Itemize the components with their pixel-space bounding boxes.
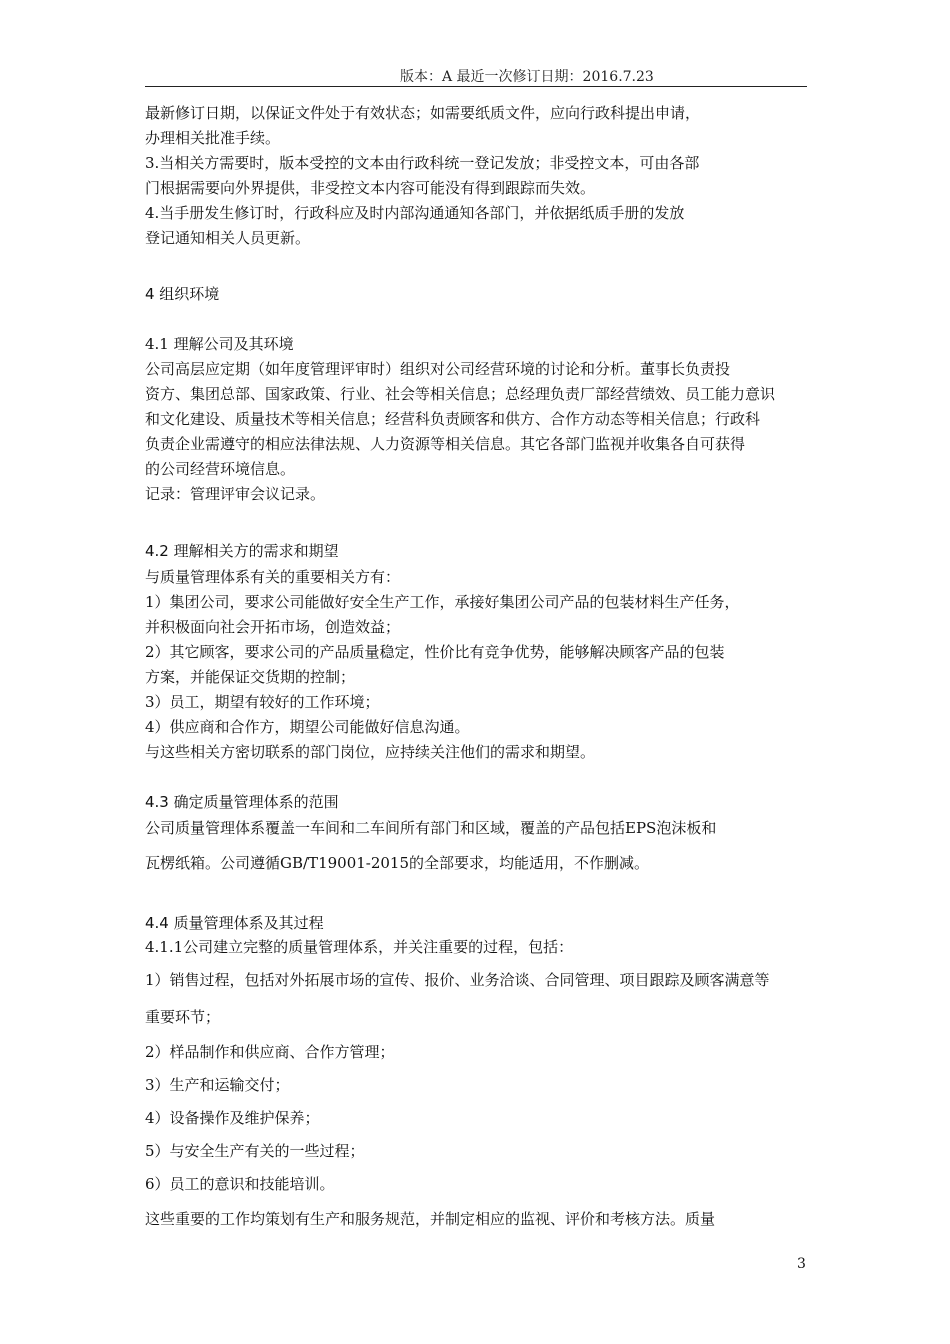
list-item: 4）设备操作及维护保养；: [145, 1109, 320, 1127]
list-item: 3）生产和运输交付；: [145, 1076, 290, 1094]
paragraph-line: 公司高层应定期（如年度管理评审时）组织对公司经营环境的讨论和分析。董事长负责投: [145, 360, 731, 378]
paragraph-line: 这些重要的工作均策划有生产和服务规范，并制定相应的监视、评价和考核方法。质量: [145, 1210, 716, 1228]
list-item: 1）销售过程，包括对外拓展市场的宣传、报价、业务洽谈、合同管理、项目跟踪及顾客满意等: [145, 971, 770, 989]
list-item: 4）供应商和合作方，期望公司能做好信息沟通。: [145, 718, 470, 736]
paragraph-line: 4.1.1公司建立完整的质量管理体系，并关注重要的过程，包括：: [145, 938, 574, 956]
paragraph-line: 4.当手册发生修订时，行政科应及时内部沟通通知各部门，并依据纸质手册的发放: [145, 204, 685, 222]
paragraph-line: 资方、集团总部、国家政策、行业、社会等相关信息；总经理负责厂部经营绩效、员工能力意识: [145, 385, 776, 403]
subsection-heading-4-1: 4.1 理解公司及其环境: [145, 335, 294, 353]
list-item-continuation: 并积极面向社会开拓市场，创造效益；: [145, 618, 401, 636]
record-note: 记录：管理评审会议记录。: [145, 485, 326, 503]
list-item: 6）员工的意识和技能培训。: [145, 1175, 335, 1193]
header-divider: [145, 86, 807, 87]
paragraph-line: 瓦楞纸箱。公司遵循GB/T19001-2015的全部要求，均能适用，不作删减。: [145, 854, 650, 872]
section-heading-4: 4 组织环境: [145, 285, 220, 303]
subsection-heading-4-2: 4.2 理解相关方的需求和期望: [145, 542, 339, 560]
list-item: 2）样品制作和供应商、合作方管理；: [145, 1043, 395, 1061]
page-number: 3: [797, 1256, 806, 1272]
header-revision-info: 版本：A 最近一次修订日期：2016.7.23: [400, 69, 654, 85]
paragraph-line: 与质量管理体系有关的重要相关方有：: [145, 568, 401, 586]
paragraph-line: 门根据需要向外界提供，非受控文本内容可能没有得到跟踪而失效。: [145, 179, 596, 197]
paragraph-line: 负责企业需遵守的相应法律法规、人力资源等相关信息。其它各部门监视并收集各自可获得: [145, 435, 746, 453]
paragraph-line: 公司质量管理体系覆盖一车间和二车间所有部门和区域，覆盖的产品包括EPS泡沫板和: [145, 819, 717, 837]
list-item: 3）员工，期望有较好的工作环境；: [145, 693, 380, 711]
list-item-continuation: 方案，并能保证交货期的控制；: [145, 668, 356, 686]
paragraph-line: 最新修订日期，以保证文件处于有效状态；如需要纸质文件，应向行政科提出申请，: [145, 104, 701, 122]
paragraph-line: 3.当相关方需要时，版本受控的文本由行政科统一登记发放；非受控文本，可由各部: [145, 154, 700, 172]
paragraph-line: 办理相关批准手续。: [145, 129, 281, 147]
list-item: 2）其它顾客，要求公司的产品质量稳定，性价比有竞争优势，能够解决顾客产品的包装: [145, 643, 725, 661]
list-item: 1）集团公司，要求公司能做好安全生产工作，承接好集团公司产品的包装材料生产任务，: [145, 593, 740, 611]
paragraph-line: 的公司经营环境信息。: [145, 460, 296, 478]
paragraph-line: 和文化建设、质量技术等相关信息；经营科负责顾客和供方、合作方动态等相关信息；行政科: [145, 410, 761, 428]
subsection-heading-4-4: 4.4 质量管理体系及其过程: [145, 914, 324, 932]
subsection-heading-4-3: 4.3 确定质量管理体系的范围: [145, 793, 339, 811]
list-item-continuation: 重要环节；: [145, 1008, 221, 1026]
paragraph-line: 登记通知相关人员更新。: [145, 229, 311, 247]
list-item: 5）与安全生产有关的一些过程；: [145, 1142, 365, 1160]
paragraph-line: 与这些相关方密切联系的部门岗位，应持续关注他们的需求和期望。: [145, 743, 596, 761]
